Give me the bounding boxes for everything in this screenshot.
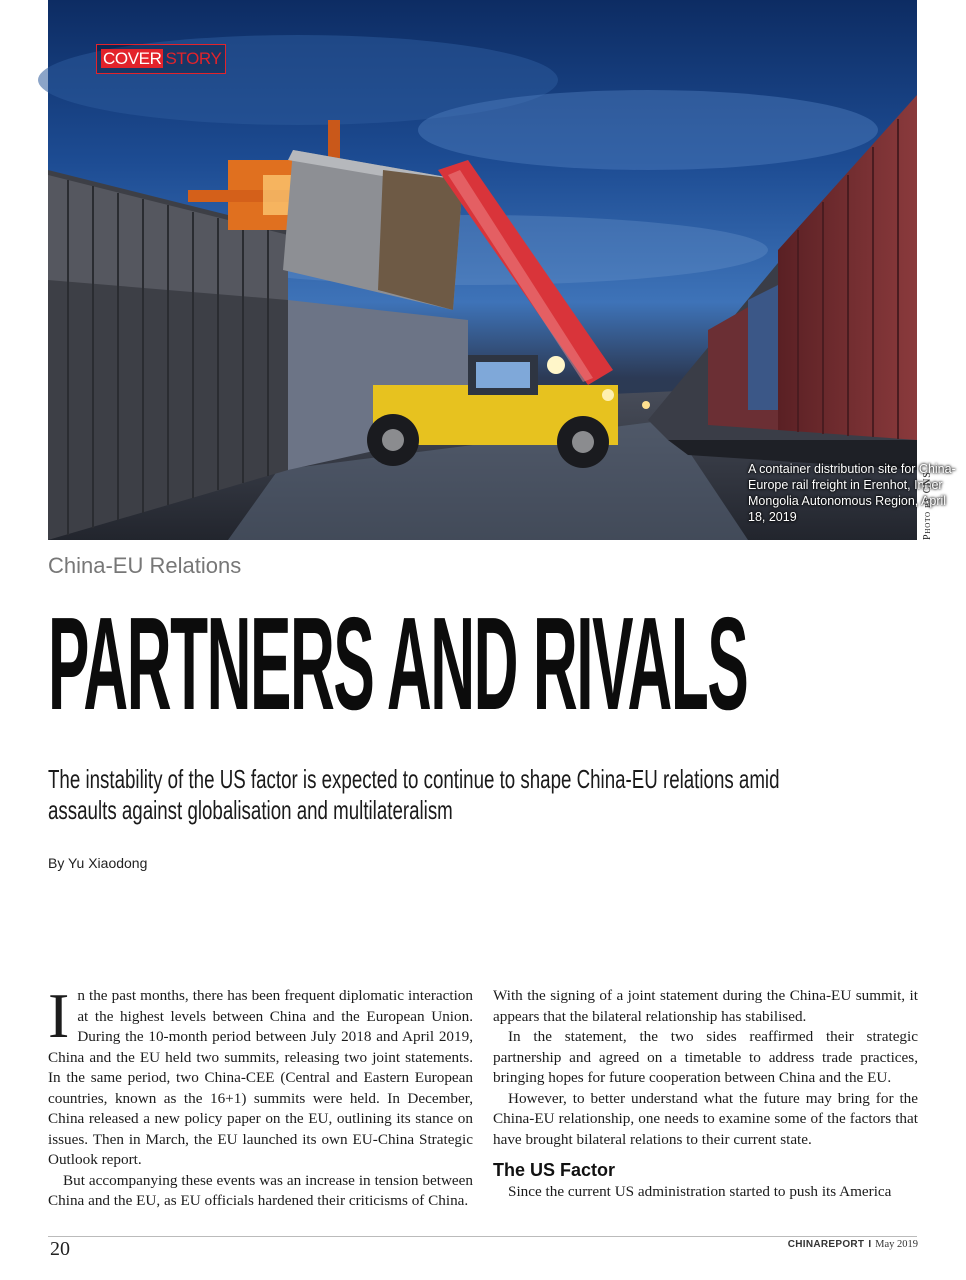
page-number: 20 <box>50 1238 70 1260</box>
body-paragraph: But accompanying these events was an increase in tension between China and the EU, as EU officials hardened their criticisms of China. <box>48 1171 473 1209</box>
photo-credit: Photo by CNS <box>922 471 933 540</box>
article-subheadline: The instability of the US factor is expected to continue to shape China-EU relations amid assaults against globalisation and multilateralism <box>48 764 780 825</box>
paragraph-text: n the past months, there has been frequent diplomatic interaction at the highest levels between China and the European Union. During the 10-month period between July 2018 and April 2019, China and the EU held two summits, releasing two joint statements. In the same period, two China-CEE (Central and Eastern European countries, known as the 16+1) summits were held. In December, China released a new policy paper on the EU, outlining its stance on issues. Then in March, the EU launched its own EU-China Strategic Outlook report. <box>48 987 473 1168</box>
body-paragraph <box>48 980 473 1171</box>
body-paragraph: However, to better understand what the future may bring for the China-EU relationship, one needs to examine some of the factors that have brought bilateral relations to their current state. <box>493 1089 918 1148</box>
footer-publication <box>788 1239 918 1250</box>
section-heading: The US Factor <box>493 1160 616 1180</box>
article-byline: By Yu Xiaodong <box>48 855 148 871</box>
footer-divider <box>48 1236 917 1237</box>
body-column-left <box>48 980 473 1212</box>
body-paragraph: Since the current US administration started to push its America <box>508 1183 892 1200</box>
article-kicker: China-EU Relations <box>48 553 242 578</box>
footer-separator: I <box>868 1239 872 1250</box>
body-column-right <box>493 986 918 1203</box>
issue-date: May 2019 <box>875 1239 918 1250</box>
body-paragraph: With the signing of a joint statement during the China-EU summit, it appears that the bilateral relationship has stabilised. <box>493 987 918 1025</box>
drop-cap: I <box>48 980 70 1051</box>
section-tag <box>96 44 226 74</box>
section-tag-cover: COVER <box>103 49 162 68</box>
body-paragraph: In the statement, the two sides reaffirmed their strategic partnership and agreed on a timetable to address trade practices, bringing hopes for future cooperation between China and the EU. <box>493 1028 918 1086</box>
container-yard-illustration <box>48 0 917 540</box>
magazine-name: CHINAREPORT <box>787 1239 865 1250</box>
section-tag-story: STORY <box>165 49 222 68</box>
article-headline: PARTNERS AND RIVALS <box>48 590 748 737</box>
photo-caption: A container distribution site for China-Europe rail freight in Erenhot, Inner Mongolia Autonomous Region, April 18, 2019 <box>748 462 956 524</box>
